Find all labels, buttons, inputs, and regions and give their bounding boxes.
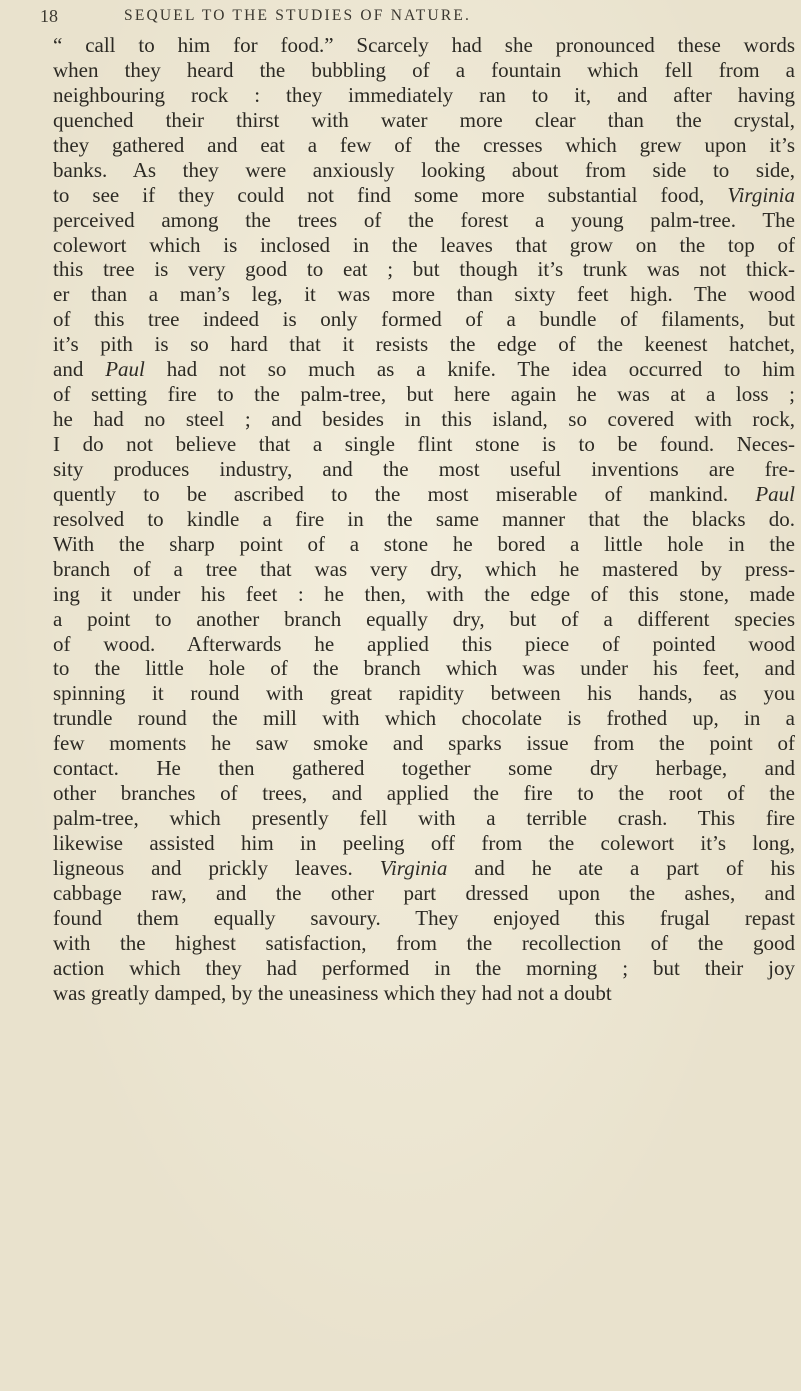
text-line: spinning it round with great rapidity between his hands, as you	[53, 681, 795, 706]
page-number: 18	[40, 6, 58, 26]
text-line: er than a man’s leg, it was more than sixty feet high. The wood	[53, 282, 795, 307]
text-line: they gathered and eat a few of the cresses which grew upon it’s	[53, 132, 795, 157]
text-line: neighbouring rock : they immediately ran to it, and after having	[53, 82, 795, 107]
text-line: likewise assisted him in peeling off from the colewort it’s long,	[53, 831, 795, 855]
text-line: banks. As they were anxiously looking about from side to side,	[53, 157, 795, 182]
text-line: was greatly damped, by the uneasiness which they had not a doubt	[53, 980, 612, 1005]
text-line: trundle round the mill with which chocolate is frothed up, in a	[53, 706, 795, 731]
italic-name: Virginia	[379, 855, 448, 880]
text-line: palm-tree, which presently fell with a terrible crash. This fire	[53, 806, 795, 831]
text-line: and Paul had not so much as a knife. The idea occurred to him	[53, 357, 795, 382]
body-text	[53, 33, 795, 1006]
text-line: of setting fire to the palm-tree, but here again he was at a loss ;	[53, 382, 795, 407]
text-line: sity produces industry, and the most useful inventions are fre-	[53, 456, 795, 481]
running-title: SEQUEL TO THE STUDIES OF NATURE.	[124, 7, 472, 24]
text-line: to see if they could not find some more substantial food, Virginia	[53, 182, 795, 207]
text-line: with the highest satisfaction, from the recollection of the good	[53, 930, 795, 955]
text-line: I do not believe that a single flint stone is to be found. Neces-	[53, 432, 795, 456]
text-line: With the sharp point of a stone he bored a little hole in the	[53, 531, 795, 556]
text-line: colewort which is inclosed in the leaves that grow on the top of	[53, 232, 795, 257]
text-line: branch of a tree that was very dry, which he mastered by press-	[53, 556, 795, 581]
text-line: ligneous and prickly leaves. Virginia and he ate a part of his	[53, 855, 795, 880]
italic-name: Virginia	[727, 182, 795, 207]
text-line: quently to be ascribed to the most miserable of mankind. Paul	[53, 481, 795, 506]
text-line: of this tree indeed is only formed of a bundle of filaments, but	[53, 307, 795, 332]
text-line: a point to another branch equally dry, but of a different species	[53, 606, 795, 631]
text-line: cabbage raw, and the other part dressed upon the ashes, and	[53, 880, 795, 905]
text-line: “ call to him for food.” Scarcely had she pronounced these words	[53, 33, 795, 57]
text-line: found them equally savoury. They enjoyed this frugal repast	[53, 905, 795, 930]
text-line: to the little hole of the branch which was under his feet, and	[53, 656, 795, 681]
text-line: resolved to kindle a fire in the same manner that the blacks do.	[53, 506, 795, 531]
running-head	[40, 6, 781, 30]
text-line: action which they had performed in the morning ; but their joy	[53, 955, 795, 980]
text-line: quenched their thirst with water more clear than the crystal,	[53, 107, 795, 132]
text-line: ing it under his feet : he then, with the edge of this stone, made	[53, 581, 795, 606]
text-line: perceived among the trees of the forest a young palm-tree. The	[53, 207, 795, 232]
italic-name: Paul	[105, 357, 145, 382]
text-line: of wood. Afterwards he applied this piece of pointed wood	[53, 631, 795, 656]
italic-name: Paul	[755, 481, 795, 506]
text-line: contact. He then gathered together some dry herbage, and	[53, 756, 795, 781]
text-line: this tree is very good to eat ; but though it’s trunk was not thick-	[53, 257, 795, 282]
text-line: it’s pith is so hard that it resists the edge of the keenest hatchet,	[53, 332, 795, 357]
text-line: few moments he saw smoke and sparks issue from the point of	[53, 731, 795, 756]
text-line: other branches of trees, and applied the fire to the root of the	[53, 781, 795, 806]
text-line: when they heard the bubbling of a fountain which fell from a	[53, 57, 795, 82]
text-line: he had no steel ; and besides in this island, so covered with rock,	[53, 407, 795, 432]
